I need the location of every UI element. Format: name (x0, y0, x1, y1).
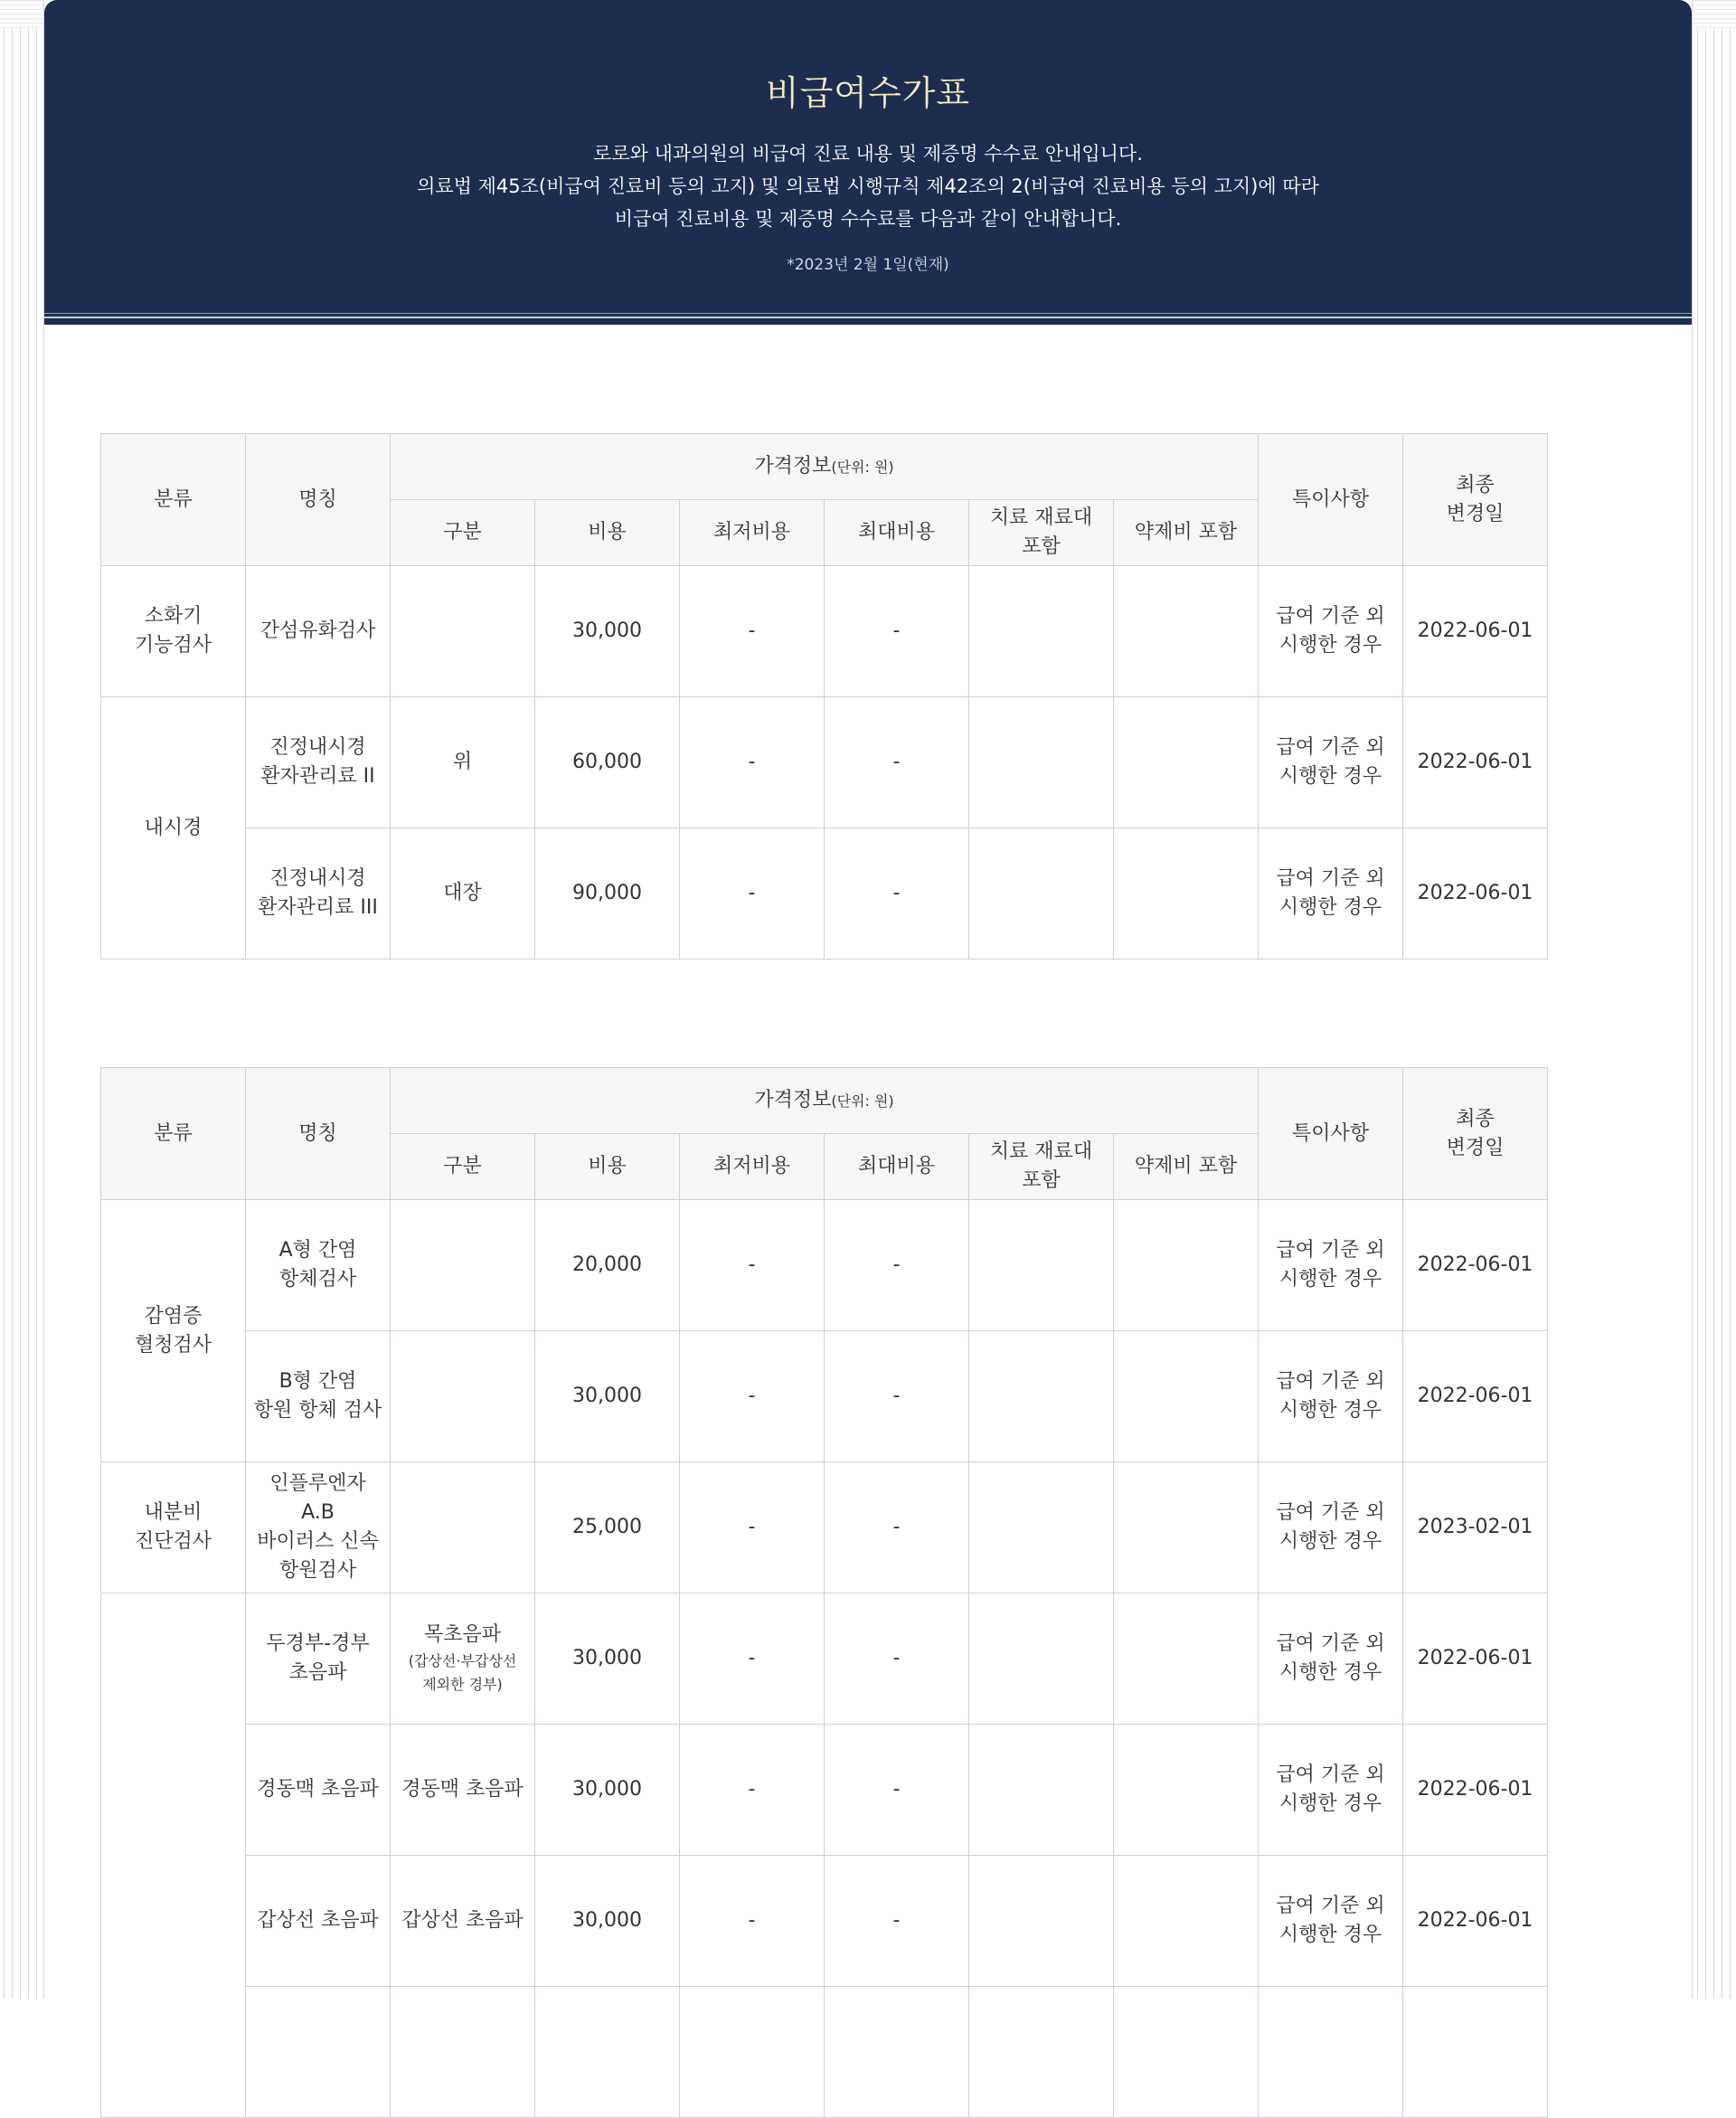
cell-min: - (680, 566, 825, 697)
cell-name (246, 1331, 391, 1462)
cell-category: 내시경 (101, 697, 246, 960)
name-line: 바이러스 신속 (257, 1530, 379, 1553)
header-category: 분류 (101, 1068, 246, 1200)
header-max-cost: 최대비용 (825, 500, 969, 566)
category-line: 내분비 (144, 1501, 203, 1524)
category-line: 기능검사 (134, 634, 212, 657)
header-name: 명칭 (246, 434, 391, 566)
cell-drug (1114, 1462, 1259, 1593)
name-line: 환자관리료 II (260, 765, 375, 788)
cell-division: 갑상선 초음파 (391, 1856, 535, 1987)
name-line: 항원 항체 검사 (253, 1399, 382, 1422)
cell-notes (1259, 1987, 1403, 2118)
cell-category (101, 1593, 246, 2118)
fee-table-2 (100, 1067, 1548, 2118)
cell-cost: 20,000 (535, 1200, 680, 1331)
header-updated-line1: 최종 (1456, 473, 1495, 496)
header-notes: 특이사항 (1259, 434, 1403, 566)
header-updated-line2: 변경일 (1446, 502, 1505, 525)
cell-material (969, 697, 1114, 828)
cell-division (391, 1200, 535, 1331)
cell-material (969, 566, 1114, 697)
cell-notes (1259, 1725, 1403, 1856)
cell-max: - (825, 566, 969, 697)
table-row (101, 828, 1548, 960)
cell-division: 대장 (391, 828, 535, 960)
table-row (101, 1593, 1548, 1725)
cell-name (246, 1987, 391, 2118)
header-material-line2: 포함 (1022, 1169, 1061, 1192)
division-line: (갑상선·부갑상선 (408, 1652, 517, 1669)
cell-cost: 30,000 (535, 566, 680, 697)
left-pillar-decoration (0, 0, 43, 1999)
header-division: 구분 (391, 1134, 535, 1200)
cell-notes (1259, 566, 1403, 697)
price-unit-label: (단위: 원) (831, 1092, 894, 1110)
cell-notes (1259, 1462, 1403, 1593)
cell-notes (1259, 697, 1403, 828)
header-price-info (391, 1068, 1259, 1134)
cell-drug (1114, 828, 1259, 960)
cell-material (969, 1462, 1114, 1593)
cell-date (1403, 1987, 1548, 2118)
cell-max: - (825, 828, 969, 960)
header-material-line2: 포함 (1022, 535, 1061, 558)
table-row (101, 1462, 1548, 1593)
cell-drug (1114, 1725, 1259, 1856)
cell-max (825, 1987, 969, 2118)
cell-max: - (825, 1331, 969, 1462)
header-material-line1: 치료 재료대 (989, 506, 1093, 529)
cell-division (391, 566, 535, 697)
note-line: 급여 기준 외 (1276, 1763, 1385, 1786)
name-line: 두경부-경부 (266, 1632, 370, 1655)
page-title: 비급여수가표 (765, 73, 971, 113)
cell-date: 2022-06-01 (1403, 566, 1548, 697)
cell-name (246, 1593, 391, 1725)
cell-material (969, 828, 1114, 960)
cell-cost: 30,000 (535, 1856, 680, 1987)
page-header (44, 0, 1692, 325)
table-row (101, 1856, 1548, 1987)
category-line: 소화기 (144, 605, 203, 628)
cell-date: 2023-02-01 (1403, 1462, 1548, 1593)
cell-notes (1259, 1200, 1403, 1331)
header-max-cost: 최대비용 (825, 1134, 969, 1200)
cell-division (391, 1462, 535, 1593)
cell-material (969, 1987, 1114, 2118)
header-material-line1: 치료 재료대 (989, 1140, 1093, 1163)
cell-max: - (825, 1725, 969, 1856)
header-cost: 비용 (535, 1134, 680, 1200)
cell-min (680, 1987, 825, 2118)
cell-cost: 30,000 (535, 1331, 680, 1462)
header-category: 분류 (101, 434, 246, 566)
cell-division (391, 1593, 535, 1725)
cell-name (246, 828, 391, 960)
cell-drug (1114, 1856, 1259, 1987)
right-pillar-decoration (1685, 0, 1736, 1999)
cell-notes (1259, 1331, 1403, 1462)
note-line: 시행한 경우 (1278, 1792, 1382, 1815)
cell-notes (1259, 1856, 1403, 1987)
name-line: 진정내시경 (269, 867, 366, 890)
cell-material (969, 1725, 1114, 1856)
cell-notes (1259, 828, 1403, 960)
note-line: 급여 기준 외 (1276, 1632, 1385, 1655)
header-updated (1403, 1068, 1548, 1200)
cell-date: 2022-06-01 (1403, 1593, 1548, 1725)
note-line: 급여 기준 외 (1276, 1895, 1385, 1917)
cell-drug (1114, 566, 1259, 697)
description-line: 의료법 제45조(비급여 진료비 등의 고지) 및 의료법 시행규칙 제42조의 2(비급여 진료비용 등의 고지)에 따라 (417, 175, 1319, 197)
cell-drug (1114, 1200, 1259, 1331)
category-line: 혈청검사 (134, 1333, 212, 1357)
note-line: 시행한 경우 (1278, 896, 1382, 919)
cell-notes (1259, 1593, 1403, 1725)
table-row (101, 1987, 1548, 2118)
table-row (101, 1331, 1548, 1462)
cell-cost: 25,000 (535, 1462, 680, 1593)
date-note: *2023년 2월 1일(현재) (787, 256, 949, 274)
cell-date: 2022-06-01 (1403, 1200, 1548, 1331)
cell-date: 2022-06-01 (1403, 1725, 1548, 1856)
cell-material (969, 1856, 1114, 1987)
cell-material (969, 1593, 1114, 1725)
cell-date: 2022-06-01 (1403, 828, 1548, 960)
cell-cost (535, 1987, 680, 2118)
cell-date: 2022-06-01 (1403, 697, 1548, 828)
header-updated (1403, 434, 1548, 566)
header-min-cost: 최저비용 (680, 500, 825, 566)
price-unit-label: (단위: 원) (831, 458, 894, 476)
header-material (969, 500, 1114, 566)
category-line: 진단검사 (134, 1530, 212, 1553)
name-line: 항원검사 (278, 1559, 356, 1582)
note-line: 시행한 경우 (1278, 1268, 1382, 1291)
name-line: A형 간염 (278, 1239, 357, 1262)
cell-drug (1114, 1987, 1259, 2118)
description-line: 로로와 내과의원의 비급여 진료 내용 및 제증명 수수료 안내입니다. (593, 143, 1143, 165)
cell-division (391, 1987, 535, 2118)
cell-division: 위 (391, 697, 535, 828)
cell-material (969, 1331, 1114, 1462)
table-row (101, 1200, 1548, 1331)
cell-min: - (680, 697, 825, 828)
cell-category (101, 566, 246, 697)
header-divider (44, 313, 1692, 314)
name-line: 항체검사 (278, 1268, 356, 1291)
header-updated-line1: 최종 (1456, 1107, 1495, 1130)
header-name: 명칭 (246, 1068, 391, 1200)
cell-max: - (825, 1200, 969, 1331)
header-notes: 특이사항 (1259, 1068, 1403, 1200)
cell-min: - (680, 1200, 825, 1331)
header-division: 구분 (391, 500, 535, 566)
cell-name (246, 1200, 391, 1331)
description-line: 비급여 진료비용 및 제증명 수수료를 다음과 같이 안내합니다. (614, 208, 1122, 230)
cell-cost: 30,000 (535, 1725, 680, 1856)
header-material (969, 1134, 1114, 1200)
cell-max: - (825, 1462, 969, 1593)
note-line: 급여 기준 외 (1276, 867, 1385, 890)
cell-drug (1114, 1593, 1259, 1725)
name-line: B형 간염 (278, 1370, 357, 1393)
cell-name (246, 697, 391, 828)
header-description (44, 137, 1692, 235)
cell-division: 경동맥 초음파 (391, 1725, 535, 1856)
name-line: 환자관리료 III (258, 896, 378, 919)
cell-min: - (680, 1856, 825, 1987)
cell-name: 간섬유화검사 (246, 566, 391, 697)
cell-max: - (825, 697, 969, 828)
header-min-cost: 최저비용 (680, 1134, 825, 1200)
cell-material (969, 1200, 1114, 1331)
cell-date: 2022-06-01 (1403, 1331, 1548, 1462)
cell-min: - (680, 1462, 825, 1593)
header-price-info (391, 434, 1259, 500)
table-row (101, 1725, 1548, 1856)
note-line: 급여 기준 외 (1276, 605, 1385, 628)
cell-division (391, 1331, 535, 1462)
note-line: 시행한 경우 (1278, 1399, 1382, 1422)
note-line: 시행한 경우 (1278, 1924, 1382, 1946)
cell-category (101, 1200, 246, 1462)
header-drug: 약제비 포함 (1114, 500, 1259, 566)
cell-min: - (680, 828, 825, 960)
cell-min: - (680, 1331, 825, 1462)
cell-max: - (825, 1593, 969, 1725)
cell-date: 2022-06-01 (1403, 1856, 1548, 1987)
cell-category (101, 1462, 246, 1593)
note-line: 시행한 경우 (1278, 765, 1382, 788)
header-drug: 약제비 포함 (1114, 1134, 1259, 1200)
note-line: 급여 기준 외 (1276, 736, 1385, 759)
note-line: 급여 기준 외 (1276, 1239, 1385, 1262)
table-row (101, 566, 1548, 697)
cell-drug (1114, 697, 1259, 828)
note-line: 시행한 경우 (1278, 1661, 1382, 1684)
cell-cost: 30,000 (535, 1593, 680, 1725)
cell-name: 경동맥 초음파 (246, 1725, 391, 1856)
division-line: 목초음파 (423, 1623, 501, 1646)
header-cost: 비용 (535, 500, 680, 566)
name-line: 인플루엔자 A.B (269, 1472, 366, 1524)
cell-name (246, 1462, 391, 1593)
name-line: 초음파 (288, 1661, 347, 1684)
price-info-label: 가격정보 (754, 1088, 832, 1111)
cell-name: 갑상선 초음파 (246, 1856, 391, 1987)
cell-cost: 90,000 (535, 828, 680, 960)
name-line: 진정내시경 (269, 736, 366, 759)
category-line: 감염증 (144, 1304, 203, 1328)
note-line: 급여 기준 외 (1276, 1370, 1385, 1393)
note-line: 시행한 경우 (1278, 634, 1382, 657)
cell-min: - (680, 1593, 825, 1725)
header-updated-line2: 변경일 (1446, 1136, 1505, 1159)
cell-min: - (680, 1725, 825, 1856)
price-info-label: 가격정보 (754, 454, 832, 477)
fee-table-1 (100, 433, 1548, 960)
cell-cost: 60,000 (535, 697, 680, 828)
note-line: 시행한 경우 (1278, 1530, 1382, 1553)
note-line: 급여 기준 외 (1276, 1501, 1385, 1524)
cell-max: - (825, 1856, 969, 1987)
table-row (101, 697, 1548, 828)
division-line: 제외한 경부) (422, 1676, 503, 1693)
cell-drug (1114, 1331, 1259, 1462)
